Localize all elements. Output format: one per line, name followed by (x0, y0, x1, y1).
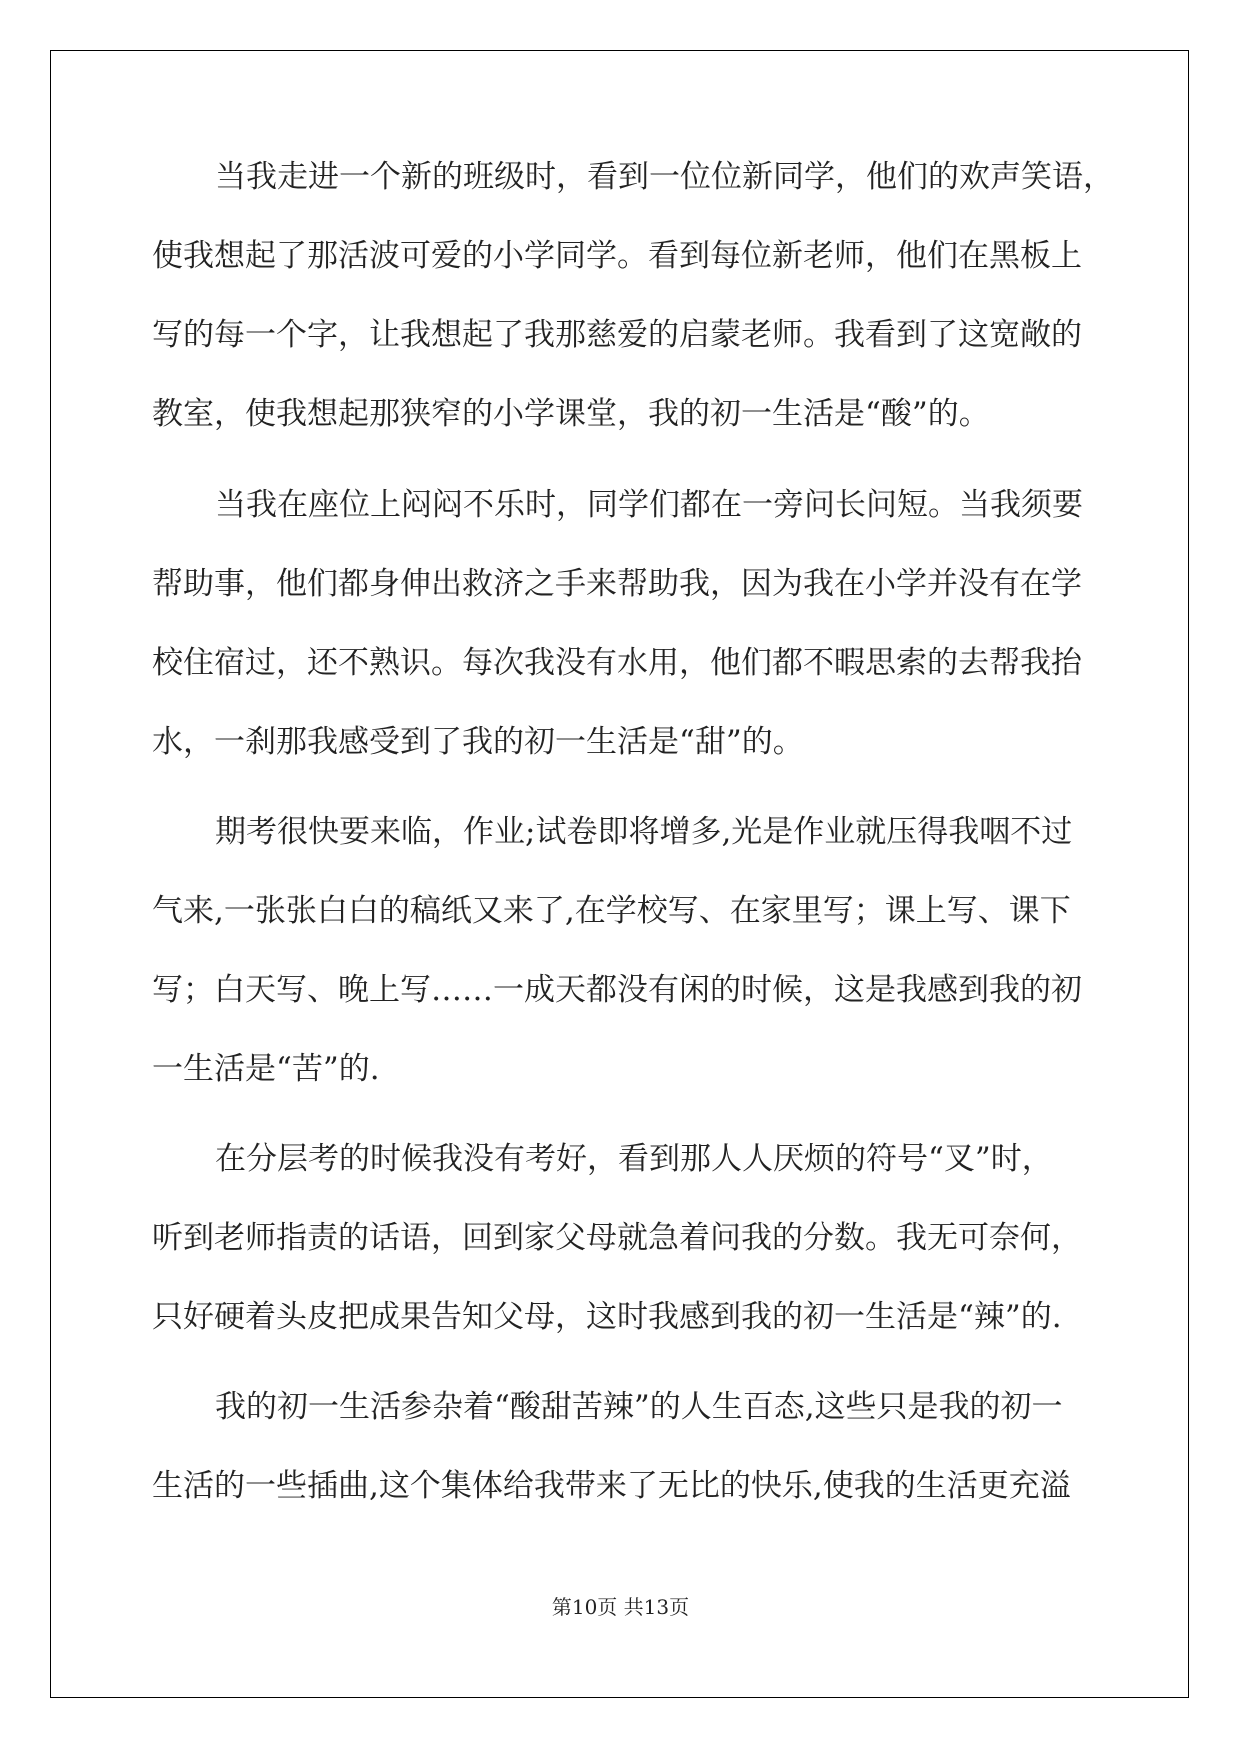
body-text-line: 教室，使我想起那狭窄的小学课堂，我的初一生活是“酸”的。 (152, 396, 990, 432)
body-text-line: 期考很快要来临，作业;试卷即将增多,光是作业就压得我咽不过 (215, 814, 1073, 850)
body-text-line: 只好硬着头皮把成果告知父母，这时我感到我的初一生活是“辣”的. (152, 1299, 1062, 1335)
body-text-line: 使我想起了那活波可爱的小学同学。看到每位新老师，他们在黑板上 (152, 238, 1082, 274)
body-text-line: 校住宿过，还不熟识。每次我没有水用，他们都不暇思索的去帮我抬 (152, 645, 1082, 681)
body-text-line: 当我走进一个新的班级时，看到一位位新同学，他们的欢声笑语， (215, 159, 1114, 195)
body-text-line: 气来,一张张白白的稿纸又来了,在学校写、在家里写；课上写、课下 (152, 893, 1071, 929)
body-text-line: 我的初一生活参杂着“酸甜苦辣”的人生百态,这些只是我的初一 (215, 1389, 1063, 1425)
body-text-line: 在分层考的时候我没有考好，看到那人人厌烦的符号“叉”时， (215, 1141, 1053, 1177)
body-text-line: 写的每一个字，让我想起了我那慈爱的启蒙老师。我看到了这宽敞的 (152, 317, 1082, 353)
body-text-line: 一生活是“苦”的. (152, 1051, 380, 1087)
body-text-line: 当我在座位上闷闷不乐时，同学们都在一旁问长问短。当我须要 (215, 487, 1083, 523)
body-text-line: 听到老师指责的话语，回到家父母就急着问我的分数。我无可奈何， (152, 1220, 1082, 1256)
body-text-line: 水，一刹那我感受到了我的初一生活是“甜”的。 (152, 724, 804, 760)
body-text-line: 写；白天写、晚上写……一成天都没有闲的时候，这是我感到我的初 (152, 972, 1082, 1008)
body-text-line: 帮助事，他们都身伸出救济之手来帮助我，因为我在小学并没有在学 (152, 566, 1082, 602)
body-text-line: 生活的一些插曲,这个集体给我带来了无比的快乐,使我的生活更充溢 (152, 1468, 1071, 1504)
page-border (50, 50, 1189, 1698)
page-number-footer: 第10页 共13页 (551, 1595, 690, 1619)
